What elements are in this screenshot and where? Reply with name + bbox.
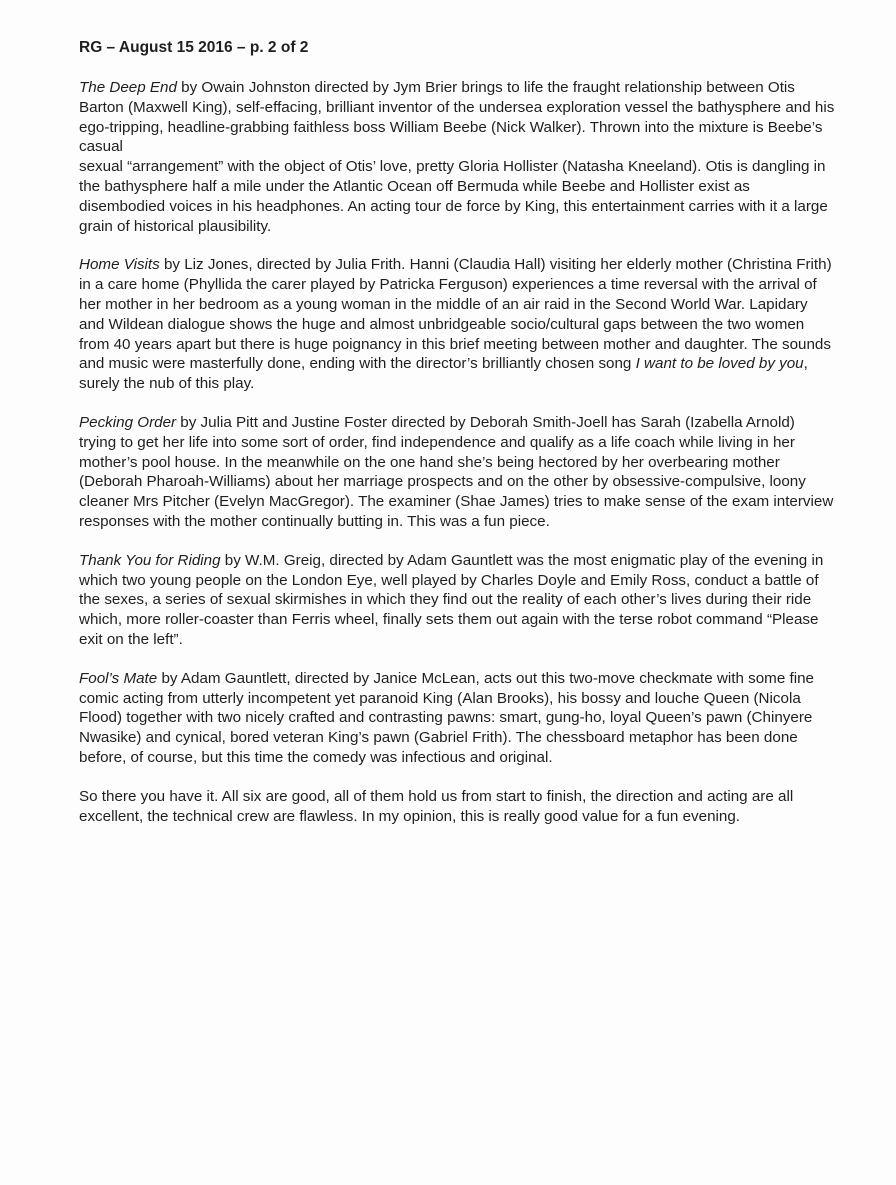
review-paragraph [79, 255, 836, 394]
review-paragraph [79, 669, 836, 768]
conclusion-paragraph: So there you have it. All six are good, all of them hold us from start to finish, the direction and acting are all excellent, the technical crew are flawless. In my opinion, this is really good value for a fun evening. [79, 787, 794, 825]
review-text: by W.M. Greig, directed by Adam Gauntlett was the most enigmatic play of the evening in which two young people on the London Eye, well played by Charles Doyle and Emily Ross, conduct a battle of the sexes, a series of sexual skirmishes in which they find out the reality of each other’s lives during their ride which, more roller-coaster than Ferris wheel, finally sets them out again with the terse robot command “Please exit on the left”. [79, 551, 824, 648]
review-paragraph [79, 413, 836, 532]
review-pecking-order [79, 413, 836, 532]
review-the-deep-end [79, 78, 836, 236]
review-text: by Owain Johnston directed by Jym Brier brings to life the fraught relationship between Otis Barton (Maxwell King), self-effacing, brilliant inventor of the undersea exploration vessel the bathysphere and his ego-tripping, headline-grabbing faithless boss William Beebe (Nick Walker). Thrown into the mixture is Beebe’s casual [79, 79, 835, 156]
play-title: Fool’s Mate [79, 669, 158, 687]
song-title: I want to be loved by you [635, 355, 804, 373]
review-fools-mate [79, 669, 836, 768]
review-text: by Liz Jones, directed by Julia Frith. Hanni (Claudia Hall) visiting her elderly mother (Christina Frith) in a care home (Phyllida the carer played by Patricka Ferguson) experiences a time reversal with the arrival of her mother in her bedroom as a young woman in the middle of an air raid in the Second World War. Lapidary and Wildean dialogue shows the huge and almost unbridgeable socio/cultural gaps between the two women from 40 years apart but there is huge poignancy in this brief meeting between mother and daughter. The sounds and music were masterfully done, ending with the director’s brilliantly chosen song [79, 256, 832, 373]
play-title: Pecking Order [79, 413, 177, 431]
play-title: Thank You for Riding [79, 551, 221, 569]
review-text: by Adam Gauntlett, directed by Janice McLean, acts out this two-move checkmate with some fine comic acting from utterly incompetent yet paranoid King (Alan Brooks), his bossy and louche Queen (Nicola Flood) together with two nicely crafted and contrasting pawns: smart, gung-ho, loyal Queen’s pawn (Chinyere Nwasike) and cynical, bored veteran King’s pawn (Gabriel Frith). The chessboard metaphor has been done before, of course, but this time the comedy was infectious and original. [79, 669, 814, 766]
review-text: by Julia Pitt and Justine Foster directed by Deborah Smith-Joell has Sarah (Izabella Arnold) trying to get her life into some sort of order, find independence and qualify as a life coach while living in her mother’s pool house. In the meanwhile on the one hand she’s being hectored by her overbearing mother (Deborah Pharoah-Williams) about her marriage prospects and on the other by obsessive-compulsive, loony cleaner Mrs Pitcher (Evelyn MacGregor). The examiner (Shae James) tries to make sense of the exam interview responses with the mother continually butting in. This was a fun piece. [79, 413, 834, 530]
review-text-tail: , surely the nub of this play. [79, 355, 808, 393]
review-paragraph [79, 551, 836, 650]
review-home-visits [79, 255, 836, 394]
play-title: The Deep End [79, 79, 177, 96]
review-text-continued: sexual “arrangement” with the object of Otis’ love, pretty Gloria Hollister (Natasha Kneeland). Otis is dangling in the bathysphere half a mile under the Atlantic Ocean off Bermuda while Beebe and Hollister exist as disembodied voices in his headphones. An acting tour de force by King, this entertainment carries with it a large grain of historical plausibility. [79, 158, 828, 235]
review-thank-you-for-riding [79, 551, 836, 650]
page-header: RG – August 15 2016 – p. 2 of 2 [79, 39, 309, 56]
play-title: Home Visits [79, 256, 160, 274]
review-paragraph [79, 78, 836, 236]
